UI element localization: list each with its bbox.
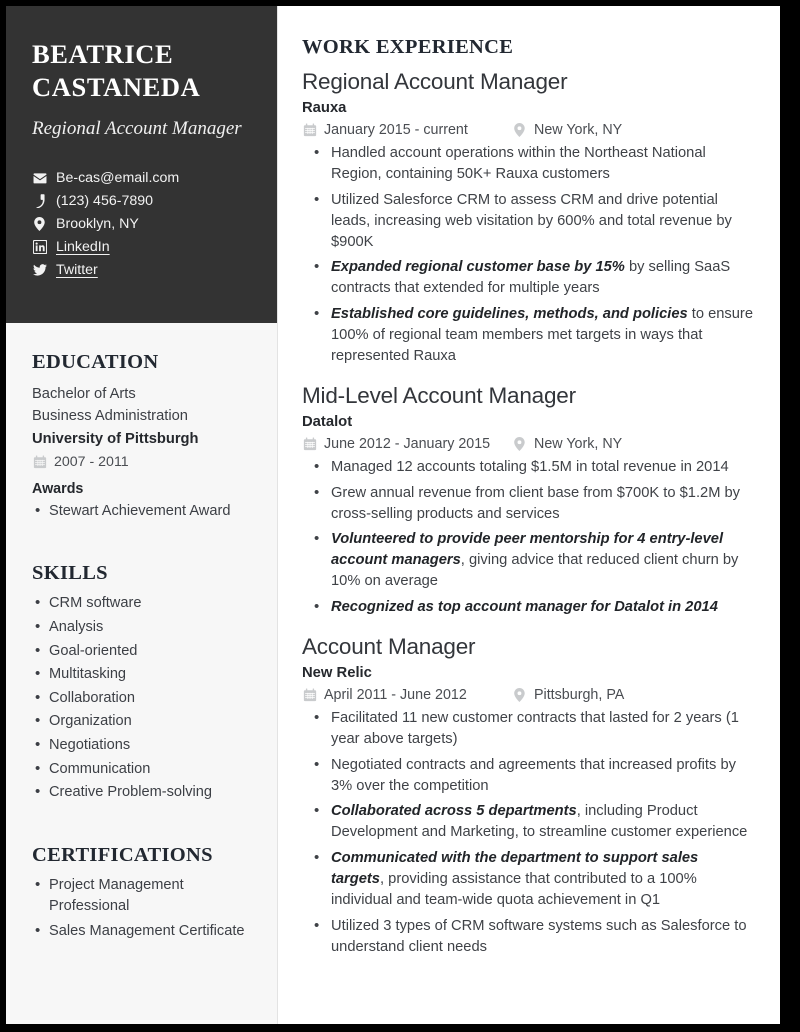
job-bullet bbox=[302, 801, 754, 843]
award-item: • Stewart Achievement Award bbox=[32, 501, 253, 522]
skills-heading: SKILLS bbox=[32, 562, 108, 585]
contact-text: Be-cas@email.com bbox=[56, 170, 180, 187]
skill-item: • Creative Problem-solving bbox=[32, 782, 253, 803]
job-company: Rauxa bbox=[302, 100, 347, 116]
job-bullet bbox=[302, 257, 754, 299]
skills-section bbox=[6, 562, 277, 803]
certifications-list bbox=[32, 875, 253, 942]
certification-item: • Project Management Professional bbox=[32, 875, 253, 917]
contact-text: Brooklyn, NY bbox=[56, 216, 139, 233]
main-content bbox=[278, 6, 780, 1024]
location-pin-icon bbox=[512, 436, 527, 451]
job-dates: June 2012 - January 2015 bbox=[324, 435, 491, 452]
job-bullet-text: , including Product Development and Marketing, to streamline customer experience bbox=[331, 803, 748, 841]
calendar-icon bbox=[302, 687, 317, 702]
job-bullet-highlight: Expanded regional customer base by 15% bbox=[331, 259, 625, 276]
skills-list bbox=[32, 593, 253, 803]
job-bullet-text: Utilized 3 types of CRM software systems such as Salesforce to understand client needs bbox=[331, 917, 747, 955]
job-entry bbox=[302, 633, 754, 958]
job-bullet-list bbox=[302, 708, 754, 958]
contact-text[interactable]: Twitter bbox=[56, 262, 98, 279]
job-bullet-text: Facilitated 11 new customer contracts that lasted for 2 years (1 year above targets) bbox=[331, 709, 739, 747]
job-bullet bbox=[302, 916, 754, 958]
skill-item: • Collaboration bbox=[32, 688, 253, 709]
awards-list bbox=[32, 501, 253, 522]
job-bullet-list bbox=[302, 457, 754, 618]
job-location-group bbox=[512, 436, 622, 452]
job-bullet-text: Negotiated contracts and agreements that increased profits by 3% over the competition bbox=[331, 756, 736, 794]
job-bullet-text: , giving advice that reduced client churn by 10% on average bbox=[331, 552, 739, 590]
job-meta-row bbox=[302, 436, 754, 452]
twitter-icon bbox=[32, 263, 47, 278]
work-experience-heading: WORK EXPERIENCE bbox=[302, 36, 514, 58]
job-bullet-highlight: Established core guidelines, methods, and policies bbox=[331, 306, 688, 323]
education-school: University of Pittsburgh bbox=[32, 430, 199, 447]
contact-item-linkedin[interactable] bbox=[32, 236, 253, 259]
education-dates: 2007 - 2011 bbox=[54, 454, 129, 471]
location-pin-icon bbox=[32, 217, 47, 232]
skill-item: • Multitasking bbox=[32, 664, 253, 685]
job-dates: April 2011 - June 2012 bbox=[324, 686, 467, 703]
job-bullet-highlight: Communicated with the department to support sales targets bbox=[331, 850, 699, 887]
education-dates-row bbox=[32, 454, 253, 470]
job-bullet-text: , providing assistance that contributed to a 100% individual and team-wide quota achievement in Q1 bbox=[331, 871, 697, 908]
job-title: Mid-Level Account Manager bbox=[302, 382, 576, 408]
education-heading: EDUCATION bbox=[32, 351, 159, 373]
contact-item-twitter[interactable] bbox=[32, 259, 253, 282]
calendar-icon bbox=[32, 455, 47, 470]
job-bullet bbox=[302, 755, 754, 797]
contact-item-phone bbox=[32, 190, 253, 213]
job-location: New York, NY bbox=[534, 122, 623, 138]
phone-icon bbox=[32, 194, 47, 209]
job-location-group bbox=[512, 687, 624, 703]
job-bullet-highlight: Collaborated across 5 departments bbox=[331, 803, 577, 820]
certifications-section bbox=[6, 844, 277, 942]
education-degree: Bachelor of Arts bbox=[32, 386, 136, 402]
job-bullet-highlight: Recognized as top account manager for Datalot in 2014 bbox=[331, 599, 718, 615]
job-title: Regional Account Manager bbox=[302, 69, 568, 94]
job-bullet-text: Grew annual revenue from client base from $700K to $1.2M by cross-selling products and services bbox=[331, 484, 741, 522]
headline-subtitle: Regional Account Manager bbox=[32, 117, 242, 139]
job-entry bbox=[302, 68, 754, 367]
contact-text: (123) 456-7890 bbox=[56, 193, 154, 210]
job-location-group bbox=[512, 122, 622, 138]
job-bullet-text: Managed 12 accounts totaling $1.5M in total revenue in 2014 bbox=[331, 458, 729, 475]
contact-text[interactable]: LinkedIn bbox=[56, 239, 110, 256]
job-dates: January 2015 - current bbox=[324, 122, 468, 138]
job-dates-group bbox=[302, 436, 512, 452]
job-bullet-text: by selling SaaS contracts that extended for multiple years bbox=[331, 259, 731, 297]
job-meta-row bbox=[302, 122, 754, 138]
job-entry bbox=[302, 382, 754, 618]
job-location: Pittsburgh, PA bbox=[534, 686, 625, 703]
calendar-icon bbox=[302, 123, 317, 138]
skill-item: • Negotiations bbox=[32, 735, 253, 756]
skill-item: • Organization bbox=[32, 711, 253, 732]
skill-item: • Communication bbox=[32, 759, 253, 780]
job-company: New Relic bbox=[302, 664, 372, 681]
skill-item: • Goal-oriented bbox=[32, 641, 253, 662]
job-list bbox=[302, 68, 754, 958]
job-bullet bbox=[302, 457, 754, 478]
job-meta-row bbox=[302, 687, 754, 703]
job-bullet bbox=[302, 708, 754, 750]
certification-item: • Sales Management Certificate bbox=[32, 921, 253, 942]
job-bullet bbox=[302, 848, 754, 911]
location-pin-icon bbox=[512, 687, 527, 702]
sidebar bbox=[6, 6, 278, 1024]
job-location: New York, NY bbox=[534, 435, 623, 452]
education-section bbox=[6, 351, 277, 522]
job-bullet-text: Handled account operations within the Northeast National Region, containing 50K+ Rauxa customers bbox=[331, 145, 706, 182]
identity-block bbox=[6, 6, 277, 323]
job-bullet bbox=[302, 190, 754, 253]
job-bullet bbox=[302, 483, 754, 525]
awards-heading: Awards bbox=[32, 481, 84, 498]
job-bullet bbox=[302, 304, 754, 367]
linkedin-icon bbox=[32, 240, 47, 255]
job-title: Account Manager bbox=[302, 633, 476, 659]
calendar-icon bbox=[302, 436, 317, 451]
job-bullet bbox=[302, 597, 754, 618]
contact-item-location-pin bbox=[32, 213, 253, 236]
job-bullet-text: Utilized Salesforce CRM to assess CRM and drive potential leads, increasing web visitation by 600% and total revenue by $900K bbox=[331, 191, 732, 250]
job-company: Datalot bbox=[302, 413, 353, 430]
skill-item: • CRM software bbox=[32, 593, 253, 614]
resume-page bbox=[6, 6, 780, 1024]
job-bullet bbox=[302, 529, 754, 592]
certifications-heading: CERTIFICATIONS bbox=[32, 843, 213, 866]
job-dates-group bbox=[302, 687, 512, 703]
envelope-icon bbox=[32, 171, 47, 186]
contact-item-envelope bbox=[32, 167, 253, 190]
job-dates-group bbox=[302, 122, 512, 138]
education-field: Business Administration bbox=[32, 408, 188, 425]
location-pin-icon bbox=[512, 123, 527, 138]
contact-list bbox=[32, 167, 253, 282]
job-bullet-list bbox=[302, 143, 754, 367]
job-bullet-highlight: Volunteered to provide peer mentorship for 4 entry-level account managers bbox=[331, 531, 724, 569]
job-bullet bbox=[302, 143, 754, 185]
page-title: BEATRICE CASTANEDA bbox=[32, 39, 201, 102]
skill-item: • Analysis bbox=[32, 617, 253, 638]
job-bullet-text: to ensure 100% of regional team members met targets in ways that represented Rauxa bbox=[331, 306, 753, 364]
